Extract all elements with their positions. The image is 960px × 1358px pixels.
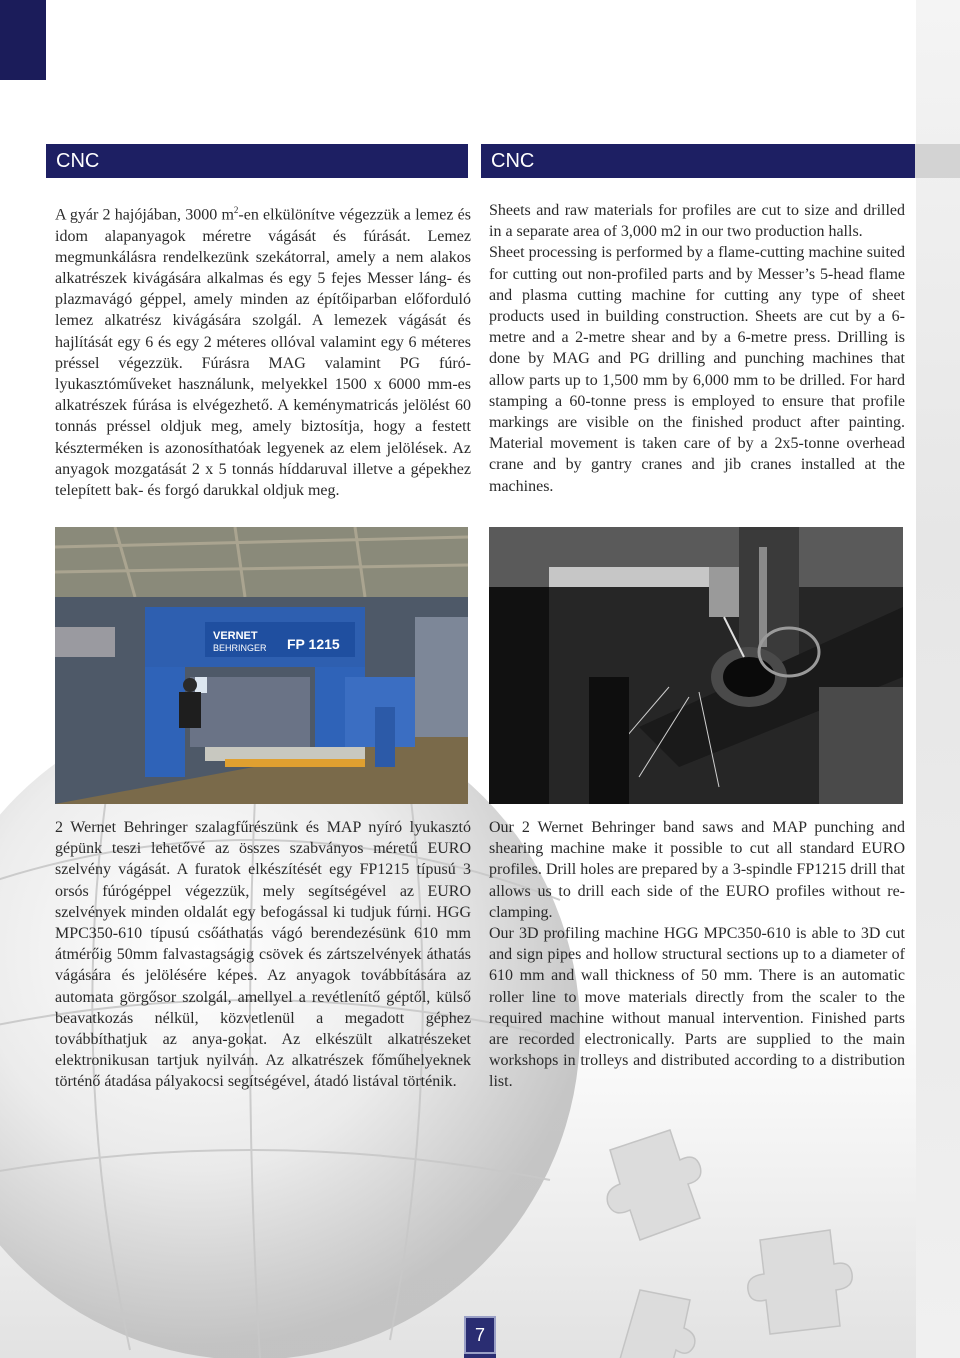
photo-pipe-cutting-machine bbox=[489, 527, 903, 804]
pipe-cutting-illustration bbox=[489, 527, 903, 804]
hungarian-machines-paragraph: 2 Wernet Behringer szalagfűrészünk és MAP nyíró lyukasztó gépünk teszi lehetővé az összes szabványos méretű EURO szelvény vágását. A furatok elkészítését egy FP1215 típusú 3 orsós fúrógéppel végezzük, mely segítségével az EURO szelvények minden oldalát egy befogással ki tudjuk fúrni. HGG MPC350-610 típusú csőáthatás vágó berendezésünk 610 mm átmérőig 50mm falvastagságig csövek és zártszelvények áthatás vágására és jelölésére képes. Az anyagok továbbítására az automata görgősor szolgál, amellyel a revétlenítő géptől, külső beavatkozás nélkül, közvetlenül a megadott géphez továbbíthatjuk az anya-gokat. Az elkészült alkatrészeket elektronikusan tartjuk nyilván. Az alkatrészek főműhelyeknek történő átadása pályakocsi segítségével, átadó listával történik. bbox=[55, 819, 471, 1091]
sign-model: FP 1215 bbox=[287, 636, 340, 652]
header-bar-accent bbox=[915, 144, 960, 178]
english-machines-text bbox=[489, 817, 905, 1093]
section-header-hungarian: CNC bbox=[46, 144, 468, 178]
page-number: 7 bbox=[464, 1316, 496, 1354]
superscript-2: 2 bbox=[233, 205, 239, 215]
hungarian-intro-part-1: A gyár 2 hajójában, 3000 m bbox=[55, 206, 234, 224]
hungarian-intro-text bbox=[55, 200, 471, 501]
english-intro-text bbox=[489, 200, 905, 497]
english-machines-paragraph-2: Our 3D profiling machine HGG MPC350-610 is able to 3D cut and sign pipes and hollow structural sections up to a diameter of 610 mm and wall thickness of 50 mm. There is an automatic roller line to move materials directly from the scaler to the required machine without manual intervention. Finished parts are recorded electronically. Parts are supplied to the main workshops in trolleys and distributed according to a distribution list. bbox=[489, 925, 905, 1091]
hungarian-intro-paragraph bbox=[55, 200, 471, 501]
section-header-english: CNC bbox=[481, 144, 915, 178]
sign-brand-line-1: VERNET bbox=[213, 630, 258, 642]
factory-machine-illustration bbox=[55, 527, 468, 804]
hungarian-intro-part-2: -en elkülönítve végezzük a lemez és idom alapanyagok méretre vágását és fúrását. Lemez megmunkálásra rendelkezünk szekátorral, amely a nem alakos alkatrészek kivágására alkalmas és egy 5 fejes Messer láng- és plazmavágó géppel, amely minden az építőiparban előforduló lemez alkatrész kivágására szolgál. A lemezek vágását és hajlítását egy 6 és egy 2 méteres ollóval valamint egy 6 méteres préssel végezzük. Fúrásra MAG valamint PG fúró-lyukasztóműveket használunk, melyekkel 1500 x 6000 mm-es alkatrészek fúrása is elvégezhető. A keménymatricás jelölést 60 tonnás préssel oldjuk meg, amely biztosítja, hogy a festett készterméken is azonosíthatóak legyenek az elem jelölések. Az anyagok mozgatását 2 x 5 tonnás híddaruval illetve a gépekhez telepített bak- és forgó darukkal oldjuk meg. bbox=[55, 206, 471, 499]
hungarian-machines-text bbox=[55, 817, 471, 1093]
page-number-base bbox=[464, 1354, 496, 1358]
english-machines-paragraph-1: Our 2 Wernet Behringer band saws and MAP punching and shearing machine make it possible to cut all standard EURO profiles. Drill holes are prepared by a 3-spindle FP1215 drill that allows us to drill each side of the EURO profiles without re-clamping. bbox=[489, 819, 905, 921]
corner-tab bbox=[0, 0, 46, 80]
sign-brand-line-2: BEHRINGER bbox=[213, 643, 267, 653]
right-edge-strip bbox=[916, 0, 960, 1358]
english-intro-paragraph-2: Sheet processing is performed by a flame-cutting machine suited for cutting out non-profiled parts and by Messer’s 5-head flame and plasma cutting machine for cutting any type of sheet products used in building construction. Sheets are cut by a 6-metre and a 2-metre shear and by a 6-metre press. Drilling is done by MAG and PG drilling and punching machines that allow parts up to 1,500 mm by 6,000 mm to be drilled. For hard stamping a 60-tonne press is employed to ensure that profile markings are visible on the finished product after painting. Material movement is taken care of by a 2x5-tonne overhead crane and by gantry cranes and jib cranes installed at the machines. bbox=[489, 244, 905, 495]
photo-drilling-machine bbox=[55, 527, 468, 804]
english-intro-paragraph-1: Sheets and raw materials for profiles are cut to size and drilled in a separate area of 3,000 m2 in our two production halls. bbox=[489, 202, 905, 241]
